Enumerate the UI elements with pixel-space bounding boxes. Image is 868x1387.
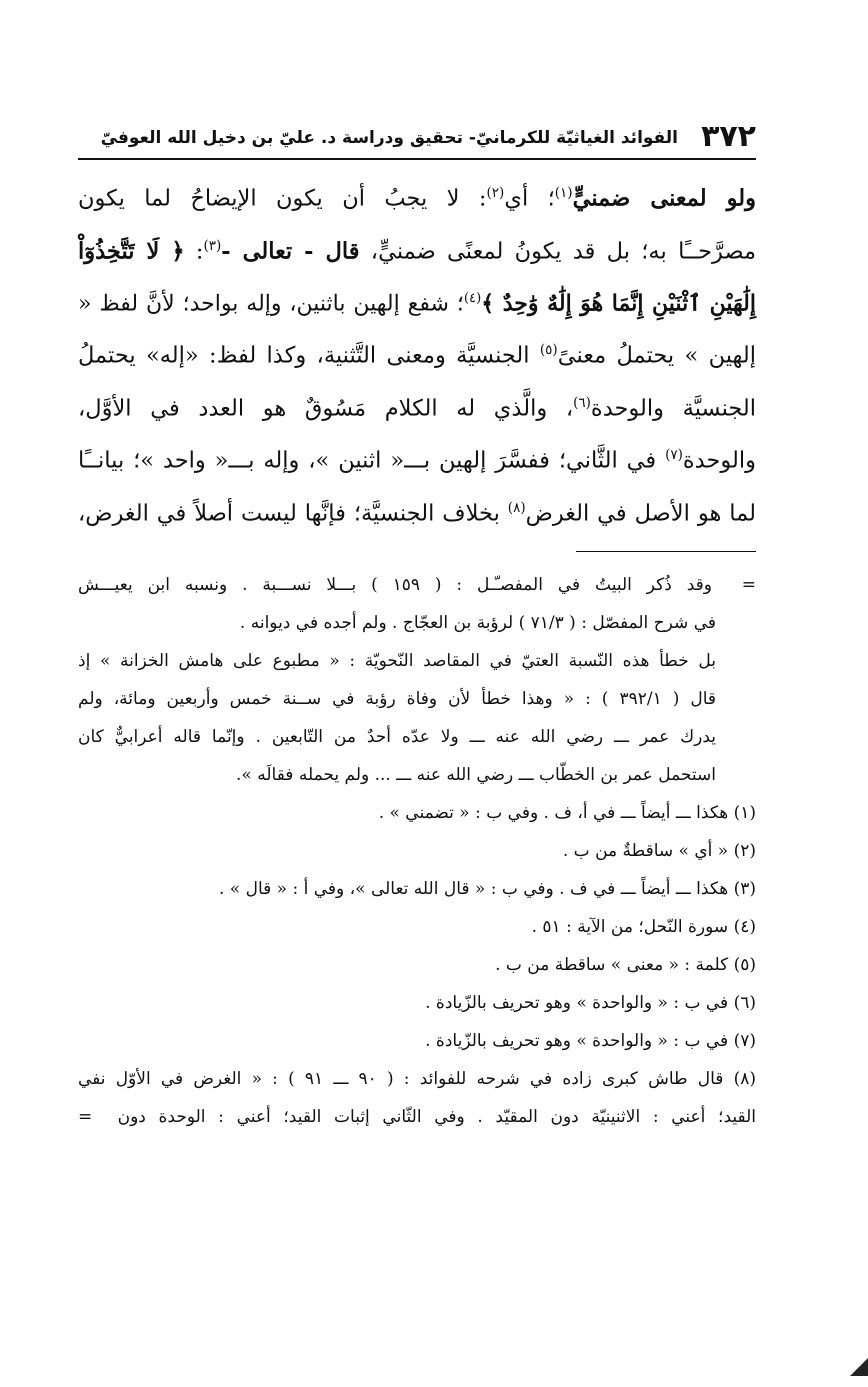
text-line-7 <box>78 485 756 538</box>
text-segment: مصرَّحــًا به؛ بل قد يكونُ لمعنًى ضمنيٍّ، <box>359 238 757 264</box>
text-segment: ؛ شفع إلهين باثنين، وإله بواحد؛ لأنَّ لفظ « <box>78 291 464 317</box>
page-header <box>78 118 756 160</box>
footnote-continuation-line: يدرك عمر ـــ رضي الله عنه ـــ ولا عدّه أحدٌ من التّابعين . وإنّما قاله أعرابيٌّ كان <box>78 727 716 748</box>
footnote-separator <box>576 551 756 552</box>
text-segment: : لا يجبُ أن يكون الإيضاحُ لما يكون <box>78 185 487 212</box>
text-segment: في الثَّاني؛ ففسَّرَ إلهين بـــ« اثنين »، وإله بـــ« واحد »؛ بيانــًا <box>78 447 666 474</box>
bold-phrase: قال - تعالى - <box>221 238 360 264</box>
text-segment: ، والَّذي له الكلام مَسُوقٌ هو العدد في الأوَّل، <box>78 395 574 422</box>
footnote-ref: (١) <box>554 185 573 201</box>
footnote-ref: (٤) <box>463 291 482 306</box>
continuation-mark: = <box>78 1107 93 1128</box>
text-line-3 <box>78 275 756 327</box>
text-segment: والوحدة <box>682 447 756 474</box>
quran-verse: ﴿ لَا تَتَّخِذُوٓاْ <box>78 238 185 264</box>
text-segment: لما هو الأصل في الغرض <box>525 500 756 527</box>
text-segment: القيد؛ أعني : الاثنينيّة دون المقيّد . وفي الثّاني إثبات القيد؛ أعني : الوحدة دون <box>117 1107 757 1128</box>
footnote-continuation-line: بل خطأ هذه النّسبة العتيّ في المقاصد النّحويّة : « مطبوع على هامش الخزانة » إذ <box>78 651 716 672</box>
page-corner-mark <box>850 1358 868 1376</box>
text-segment: وقد ذُكر البيتُ في المفصـّـل : ( ١٥٩ ) بـــلا نســـبة . ونسبه ابن يعيـــش <box>78 575 712 596</box>
footnote-1: (١) هكذا ـــ أيضاً ـــ في أ، ف . وفي ب : « تضمني » . <box>378 803 756 824</box>
running-title: الفوائد الغياثيّة للكرمانيّ- تحقيق ودراسة د. عليّ بن دخيل الله العوفيّ <box>100 128 678 148</box>
footnote-continuation-line: استحمل عمر بن الخطّاب ـــ رضي الله عنه ـــ ... ولم يحمله فقالَه ». <box>236 765 716 786</box>
footnote-ref: (٣) <box>203 237 222 254</box>
footnote-4: (٤) سورة النّحل؛ من الآية : ٥١ . <box>531 917 756 938</box>
text-line-4 <box>78 327 756 380</box>
footnote-ref: (٦) <box>573 394 591 411</box>
text-line-1 <box>78 170 756 223</box>
footnote-ref: (٧) <box>665 447 683 464</box>
page-number: ٣٧٢ <box>701 119 756 154</box>
text-segment: ؛ أي <box>504 185 555 212</box>
text-segment: إلهين » يحتملُ معنىً <box>557 342 756 369</box>
footnote-8: (٨) قال طاش كبرى زاده في شرحه للفوائد : ( ٩٠ ـــ ٩١ ) : « الغرض في الأوّل نفي <box>78 1069 756 1090</box>
document-page <box>78 118 756 1136</box>
footnote-separator-wrap <box>78 551 756 552</box>
text-line-6 <box>78 432 756 485</box>
footnote-ref: (٥) <box>539 342 558 359</box>
footnote-7: (٧) في ب : « والواحدة » وهو تحريف بالزّيادة . <box>425 1031 756 1052</box>
footnote-continuation-line: في شرح المفصّل : ( ٧١/٣ ) لرؤبة بن العجّاج . ولم أجده في ديوانه . <box>239 613 716 634</box>
footnote-continuation-line: قال ( ٣٩٢/١ ) : « وهذا خطأ لأن وفاة رؤبة في ســنة خمس وأربعين ومائة، ولم <box>78 689 716 710</box>
main-text <box>78 170 756 537</box>
text-segment: بخلاف الجنسيَّة؛ فإنَّها ليست أصلاً في الغرض، <box>78 500 508 527</box>
footnote-5: (٥) كلمة : « معنى » ساقطة من ب . <box>495 955 756 976</box>
footnote-ref: (٢) <box>486 185 505 201</box>
quran-verse: إِلَٰهَيْنِ ٱثْنَيْنِ إِنَّمَا هُوَ إِلَٰهٌ وَٰحِدٌ ﴾ <box>481 290 756 317</box>
text-segment: : <box>184 238 204 264</box>
footnote-continuation-line <box>78 566 756 604</box>
text-segment: الجنسيَّة ومعنى التَّثنية، وكذا لفظ: «إله» يحتملُ <box>78 342 540 369</box>
footnotes <box>78 566 756 1136</box>
footnote-3: (٣) هكذا ـــ أيضاً ـــ في ف . وفي ب : « قال الله تعالى »، وفي أ : « قال » . <box>219 879 756 900</box>
bold-phrase: ولو لمعنى ضمنيٍّ <box>572 185 757 212</box>
footnote-8-continued <box>78 1098 756 1136</box>
text-line-2 <box>78 223 756 276</box>
footnote-6: (٦) في ب : « والواحدة » وهو تحريف بالزّيادة . <box>425 993 756 1014</box>
continuation-mark: = <box>741 575 756 596</box>
text-line-5 <box>78 380 756 433</box>
text-segment: الجنسيَّة والوحدة <box>590 395 757 422</box>
footnote-2: (٢) « أي » ساقطةٌ من ب . <box>562 841 756 862</box>
footnote-ref: (٨) <box>507 499 526 516</box>
